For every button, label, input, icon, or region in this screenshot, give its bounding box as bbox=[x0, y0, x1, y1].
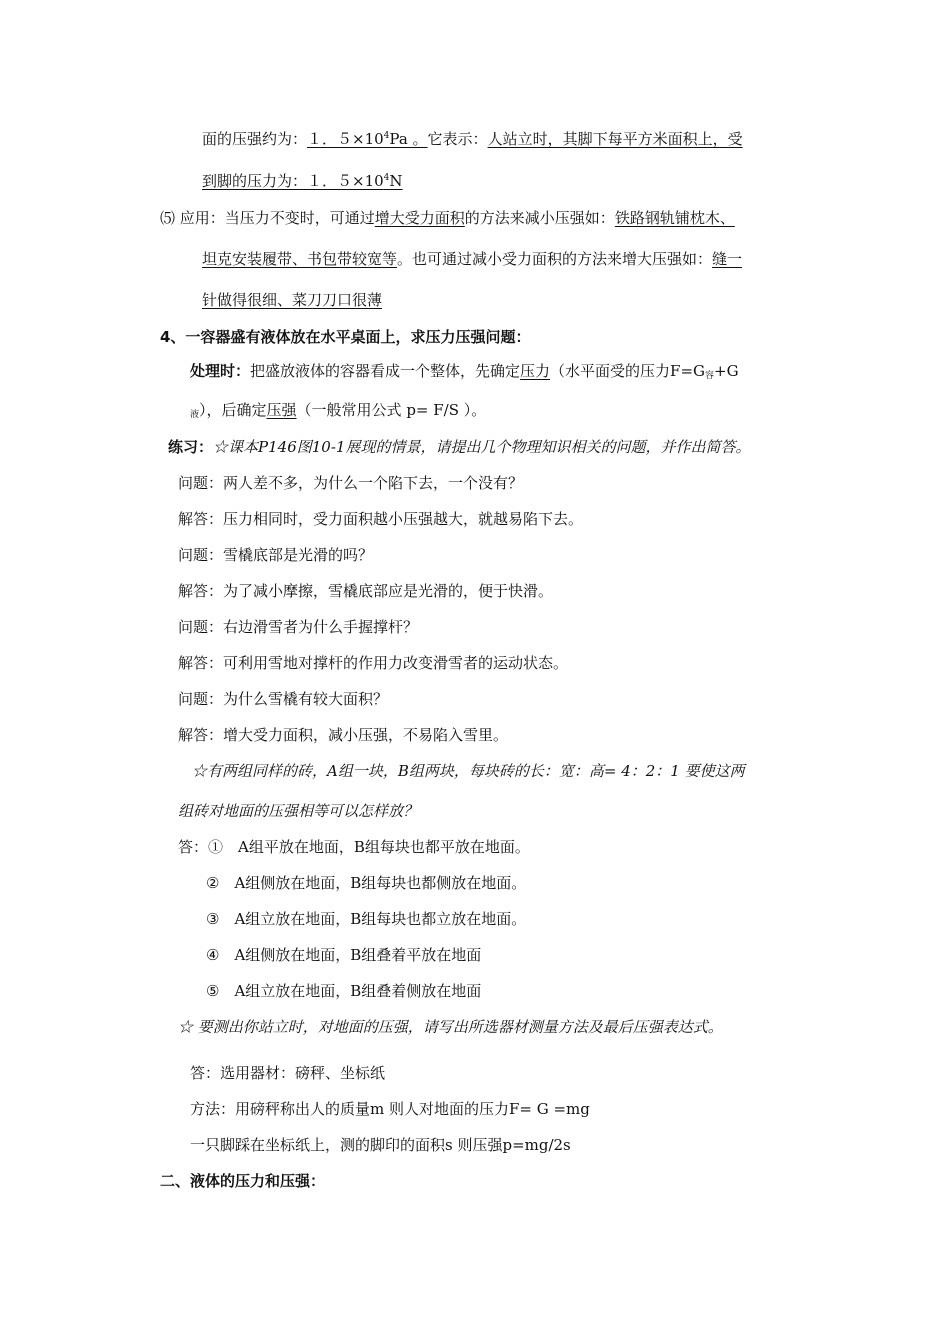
text: 增大受力面积 bbox=[374, 209, 465, 227]
qa-line: 问题：雪橇底部是光滑的吗？ bbox=[178, 546, 374, 564]
pressure-value bbox=[307, 130, 428, 148]
text: Pa 。 bbox=[389, 130, 428, 148]
measure-question: ☆ 要测出你站立时，对地面的压强，请写出所选器材测量方法及最后压强表达式。 bbox=[178, 1018, 723, 1036]
force-value bbox=[202, 172, 403, 190]
qa-line: 解答：为了减小摩擦，雪橇底部应是光滑的，便于快滑。 bbox=[178, 582, 554, 600]
qa-line: 问题：右边滑雪者为什么手握撑杆？ bbox=[178, 618, 419, 636]
pressure-value-line-2 bbox=[202, 170, 403, 191]
section-4-line-2 bbox=[190, 399, 486, 420]
text: １．５×10 bbox=[307, 130, 384, 148]
text: +G bbox=[714, 362, 739, 380]
section-4-heading: 4、一容器盛有液体放在水平桌面上，求压力压强问题： bbox=[160, 328, 531, 346]
text: ⑸ 应用：当压力不变时，可通过 bbox=[160, 209, 375, 227]
bricks-answer: 答：① A组平放在地面，B组每块也都平放在地面。 bbox=[178, 838, 530, 856]
bricks-question-line-2: 组砖对地面的压强相等可以怎样放？ bbox=[178, 802, 419, 820]
measure-answer: 答：选用器材：磅秤、坐标纸 bbox=[190, 1064, 386, 1082]
text: 把盛放液体的容器看成一个整体，先确定 bbox=[250, 362, 521, 380]
practice-prompt: ☆课本P146图10-1展现的情景，请提出几个物理知识相关的问题，并作出简答。 bbox=[213, 438, 751, 456]
measure-answer: 一只脚踩在坐标纸上，测的脚印的面积s 则压强p=mg/2s bbox=[190, 1136, 571, 1154]
text: 压力 bbox=[520, 362, 551, 380]
qa-line: 解答：增大受力面积，减小压强，不易陷入雪里。 bbox=[178, 726, 509, 744]
bricks-answer: ⑤ A组立放在地面，B组叠着侧放在地面 bbox=[206, 982, 482, 1000]
bricks-answer: ② A组侧放在地面，B组每块也都侧放在地面。 bbox=[206, 874, 527, 892]
exponent: 4 bbox=[383, 173, 390, 183]
text: 的方法来减小压强如： bbox=[464, 209, 615, 227]
qa-line: 解答：压力相同时，受力面积越小压强越大，就越易陷下去。 bbox=[178, 510, 584, 528]
meaning-text: 人站立时，其脚下每平方米面积上，受 bbox=[487, 130, 743, 148]
subscript: 容 bbox=[705, 371, 715, 381]
exponent: 4 bbox=[383, 131, 390, 141]
text: 到脚的压力为：１．５×10 bbox=[202, 172, 384, 190]
measure-answer: 方法：用磅秤称出人的质量m 则人对地面的压力F= G =mg bbox=[190, 1100, 590, 1118]
qa-line: 问题：两人差不多，为什么一个陷下去，一个没有？ bbox=[178, 474, 524, 492]
subscript: 液 bbox=[190, 410, 200, 420]
pressure-value-line-1 bbox=[202, 128, 743, 149]
section-4-line-1 bbox=[190, 360, 739, 381]
application-line-2 bbox=[202, 248, 742, 269]
text: （水平面受的压力F=G bbox=[550, 362, 706, 380]
practice-prompt-line bbox=[168, 436, 750, 457]
bricks-question-line-1: ☆有两组同样的砖，A组一块，B组两块，每块砖的长：宽：高= 4：2：1 要使这两 bbox=[192, 762, 745, 780]
text: 缝一 bbox=[712, 250, 743, 268]
text: 铁路钢轨铺枕木、 bbox=[614, 209, 735, 227]
text: ），后确定 bbox=[199, 401, 267, 419]
text: 。也可通过减小受力面积的方法来增大压强如： bbox=[397, 250, 713, 268]
qa-line: 解答：可利用雪地对撑杆的作用力改变滑雪者的运动状态。 bbox=[178, 654, 569, 672]
text: 它表示： bbox=[427, 130, 488, 148]
text: 压强 bbox=[266, 401, 297, 419]
bricks-answer: ④ A组侧放在地面，B组叠着平放在地面 bbox=[206, 946, 482, 964]
section-2-heading: 二、液体的压力和压强： bbox=[160, 1172, 326, 1190]
label: 处理时： bbox=[190, 362, 251, 380]
bricks-answer: ③ A组立放在地面，B组每块也都立放在地面。 bbox=[206, 910, 527, 928]
text: （一般常用公式 p= F/S ）。 bbox=[296, 401, 487, 419]
application-line-1 bbox=[160, 207, 735, 228]
text: N bbox=[389, 172, 403, 190]
qa-line: 问题：为什么雪橇有较大面积？ bbox=[178, 690, 389, 708]
text: 面的压强约为： bbox=[202, 130, 308, 148]
text: 坦克安装履带、书包带较宽等 bbox=[202, 250, 398, 268]
practice-label: 练习： bbox=[168, 438, 214, 456]
text: 针做得很细、菜刀刀口很薄 bbox=[202, 291, 383, 309]
application-line-3 bbox=[202, 289, 382, 310]
